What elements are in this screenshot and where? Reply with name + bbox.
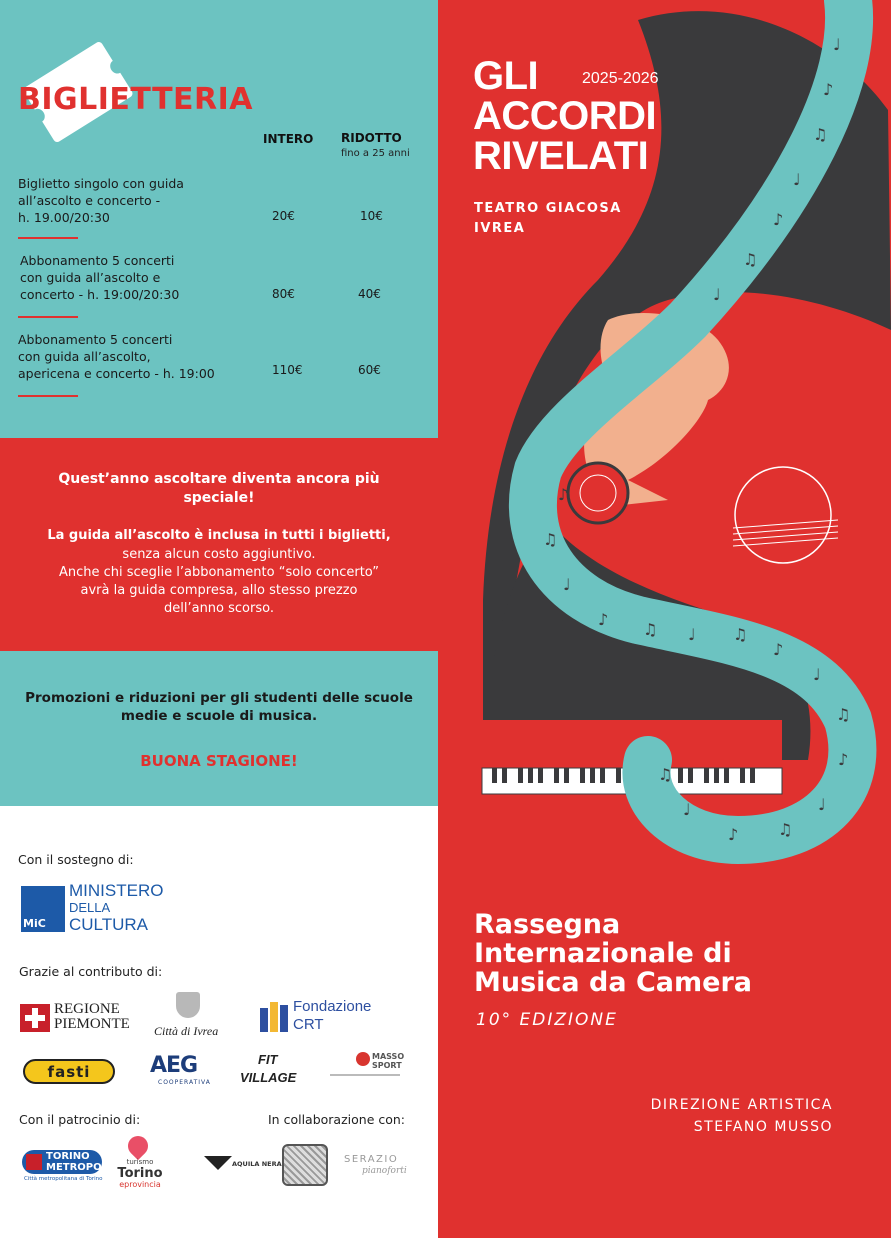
svg-text:♫: ♫ bbox=[836, 705, 851, 724]
ministry-logo bbox=[21, 882, 171, 936]
ministry-line-1: MINISTERO bbox=[69, 881, 164, 900]
cover-venue-line-2: IVREA bbox=[474, 221, 526, 236]
regione-flag-icon bbox=[20, 1004, 50, 1032]
fit-village-logo bbox=[240, 1052, 300, 1090]
aeg-name: AEG bbox=[150, 1053, 198, 1078]
masso-sport-logo bbox=[326, 1050, 406, 1084]
regione-line-1: REGIONE bbox=[54, 1001, 120, 1017]
special-bold-line: La guida all’ascolto è inclusa in tutti i biglietti, bbox=[47, 528, 391, 543]
col-full-header: INTERO bbox=[263, 132, 314, 146]
headphone-icon bbox=[568, 463, 628, 523]
special-body-line-2: Anche chi sceglie l’abbonamento “solo concerto” bbox=[58, 565, 380, 580]
torino-metropoli-logo bbox=[22, 1150, 112, 1186]
svg-text:♪: ♪ bbox=[823, 80, 834, 99]
promo-text bbox=[20, 689, 418, 725]
torino-metro-line-1: TORINO bbox=[46, 1151, 90, 1162]
aeg-sub: COOPERATIVA bbox=[158, 1079, 211, 1086]
row-divider bbox=[18, 316, 78, 318]
special-headline-line-2: speciale! bbox=[183, 490, 255, 506]
svg-text:♫: ♫ bbox=[658, 765, 673, 784]
aeg-logo bbox=[146, 1053, 216, 1091]
ivrea-name: Città di Ivrea bbox=[154, 1024, 219, 1038]
promo-line-2: medie e scuole di musica. bbox=[120, 708, 318, 724]
price-row-1-line-3: h. 19.00/20:30 bbox=[18, 210, 110, 225]
turismo-torino-logo bbox=[114, 1136, 166, 1188]
svg-text:♫: ♫ bbox=[743, 250, 758, 269]
masso-underline bbox=[330, 1074, 400, 1076]
crt-logo bbox=[260, 998, 390, 1038]
torino-metro-line-2: METROPOLI bbox=[46, 1162, 112, 1173]
col-reduced-note: fino a 25 anni bbox=[341, 148, 410, 159]
serazio-line-1: SERAZIO bbox=[344, 1154, 399, 1165]
svg-text:♪: ♪ bbox=[838, 750, 849, 769]
turismo-line-2: Torino bbox=[117, 1166, 163, 1181]
cover-title-line-2: ACCORDI bbox=[473, 94, 657, 138]
fit-line-2: VILLAGE bbox=[240, 1070, 297, 1085]
svg-text:♫: ♫ bbox=[643, 620, 658, 639]
ministry-badge-text: MiC bbox=[23, 917, 46, 930]
crt-mark-icon bbox=[260, 1002, 288, 1032]
aquila-nera-logo bbox=[204, 1150, 282, 1182]
ivrea-crest-icon bbox=[176, 992, 200, 1018]
svg-text:♫: ♫ bbox=[778, 820, 793, 839]
svg-text:♪: ♪ bbox=[773, 640, 784, 659]
col-reduced-header: RIDOTTO bbox=[341, 131, 402, 145]
masso-line-2: SPORT bbox=[372, 1061, 402, 1070]
cover-series-title bbox=[474, 910, 752, 997]
svg-text:♩: ♩ bbox=[793, 170, 801, 189]
special-note-section bbox=[0, 438, 438, 651]
contribution-label: Grazie al contributo di: bbox=[19, 964, 163, 979]
row-divider bbox=[18, 237, 78, 239]
cover-venue bbox=[474, 199, 622, 239]
sponsors-section bbox=[0, 806, 438, 1238]
support-label: Con il sostegno di: bbox=[18, 852, 134, 867]
music-emblem-icon bbox=[735, 467, 831, 563]
fasti-name: fasti bbox=[47, 1063, 91, 1081]
aquila-name: AQUILA NERA bbox=[232, 1160, 282, 1168]
price-row-3-line-2: con guida all’ascolto, bbox=[18, 349, 151, 364]
fasti-logo bbox=[23, 1059, 115, 1084]
crt-name bbox=[293, 998, 371, 1034]
cover-title-line-1: GLI bbox=[473, 54, 539, 98]
price-row-3-desc bbox=[18, 331, 233, 382]
special-body bbox=[20, 546, 418, 618]
patronage-label: Con il patrocinio di: bbox=[19, 1112, 141, 1127]
regione-name bbox=[54, 1002, 130, 1032]
ministry-line-2: DELLA bbox=[69, 900, 111, 915]
price-row-1-full: 20€ bbox=[272, 209, 295, 223]
torino-metro-badge bbox=[22, 1150, 112, 1174]
fit-line-1: FIT bbox=[258, 1052, 278, 1067]
cover-direction-line-2: STEFANO MUSSO bbox=[693, 1119, 833, 1135]
svg-text:♩: ♩ bbox=[563, 575, 571, 594]
cover-illustration bbox=[438, 0, 891, 1238]
left-panel bbox=[0, 0, 438, 1238]
price-row-2-line-1: Abbonamento 5 concerti bbox=[20, 253, 175, 268]
turismo-name bbox=[114, 1158, 166, 1189]
crest-logo bbox=[282, 1144, 328, 1186]
cover-title-line-3: RIVELATI bbox=[473, 134, 649, 178]
serazio-logo bbox=[344, 1154, 414, 1184]
regione-line-2: PIEMONTE bbox=[54, 1016, 130, 1032]
torino-flag-icon bbox=[26, 1154, 42, 1170]
cover-series-line-2: Internazionale di bbox=[474, 938, 732, 969]
ticket-office-title: BIGLIETTERIA bbox=[18, 82, 254, 117]
serazio-line-2: pianoforti bbox=[362, 1166, 407, 1176]
cover-panel bbox=[438, 0, 891, 1238]
price-row-2-desc bbox=[20, 252, 220, 303]
price-row-2-reduced: 40€ bbox=[358, 287, 381, 301]
cover-direction-line-1: DIREZIONE ARTISTICA bbox=[650, 1097, 833, 1113]
price-row-3-full: 110€ bbox=[272, 363, 303, 377]
svg-text:♪: ♪ bbox=[728, 825, 739, 844]
special-body-line-3: avrà la guida compresa, allo stesso prezzo bbox=[80, 583, 358, 598]
svg-text:♪: ♪ bbox=[773, 210, 784, 229]
special-headline bbox=[20, 470, 418, 508]
promo-line-1: Promozioni e riduzioni per gli studenti delle scuole bbox=[25, 690, 413, 706]
torino-metro-name bbox=[46, 1151, 112, 1173]
crt-line-2: CRT bbox=[293, 1016, 324, 1033]
eagle-icon bbox=[204, 1156, 232, 1170]
ticket-office-section bbox=[0, 0, 438, 438]
svg-text:♪: ♪ bbox=[598, 610, 609, 629]
ivrea-logo bbox=[152, 992, 230, 1040]
svg-text:♫: ♫ bbox=[733, 625, 748, 644]
svg-text:♪: ♪ bbox=[558, 485, 569, 504]
price-row-1-line-1: Biglietto singolo con guida bbox=[18, 176, 184, 191]
price-row-3-line-3: apericena e concerto - h. 19:00 bbox=[18, 366, 215, 381]
cover-series-line-1: Rassegna bbox=[474, 909, 621, 940]
price-row-1-reduced: 10€ bbox=[360, 209, 383, 223]
promo-section bbox=[0, 651, 438, 806]
ministry-line-3: CULTURA bbox=[69, 915, 149, 934]
price-row-2-line-3: concerto - h. 19:00/20:30 bbox=[20, 287, 180, 302]
special-headline-line-1: Quest’anno ascoltare diventa ancora più bbox=[58, 471, 380, 487]
price-row-2-full: 80€ bbox=[272, 287, 295, 301]
masso-line-1: MASSO bbox=[372, 1052, 405, 1061]
turismo-line-1: turismo bbox=[126, 1158, 154, 1166]
torino-metro-sub: Città metropolitana di Torino bbox=[24, 1176, 103, 1182]
cover-direction bbox=[651, 1094, 833, 1138]
turismo-line-3: eprovincia bbox=[119, 1180, 161, 1189]
svg-text:♩: ♩ bbox=[683, 800, 691, 819]
row-divider bbox=[18, 395, 78, 397]
ministry-badge bbox=[21, 886, 65, 932]
masso-name bbox=[372, 1052, 404, 1070]
svg-text:♫: ♫ bbox=[543, 530, 558, 549]
collab-label: In collaborazione con: bbox=[268, 1112, 406, 1127]
svg-text:♩: ♩ bbox=[813, 665, 821, 684]
svg-text:♩: ♩ bbox=[818, 795, 826, 814]
price-row-2-line-2: con guida all’ascolto e bbox=[20, 270, 161, 285]
special-body-line-1: senza alcun costo aggiuntivo. bbox=[122, 547, 316, 562]
pin-icon bbox=[124, 1132, 152, 1160]
svg-text:♩: ♩ bbox=[713, 285, 721, 304]
regione-piemonte-logo bbox=[20, 1002, 145, 1036]
price-row-1-desc bbox=[18, 175, 218, 226]
cover-series-line-3: Musica da Camera bbox=[474, 967, 753, 998]
greeting: BUONA STAGIONE! bbox=[140, 752, 298, 770]
special-body-line-4: dell’anno scorso. bbox=[164, 601, 274, 616]
crt-line-1: Fondazione bbox=[293, 998, 372, 1015]
runner-icon bbox=[356, 1052, 370, 1066]
price-row-3-line-1: Abbonamento 5 concerti bbox=[18, 332, 173, 347]
svg-text:♩: ♩ bbox=[688, 625, 696, 644]
svg-text:♩: ♩ bbox=[833, 35, 841, 54]
ministry-name bbox=[69, 882, 163, 933]
price-row-3-reduced: 60€ bbox=[358, 363, 381, 377]
cover-season: 2025-2026 bbox=[582, 70, 659, 87]
cover-venue-line-1: TEATRO GIACOSA bbox=[474, 201, 622, 216]
svg-text:♫: ♫ bbox=[813, 125, 828, 144]
cover-edition: 10° EDIZIONE bbox=[476, 1010, 618, 1030]
price-row-1-line-2: all’ascolto e concerto - bbox=[18, 193, 161, 208]
